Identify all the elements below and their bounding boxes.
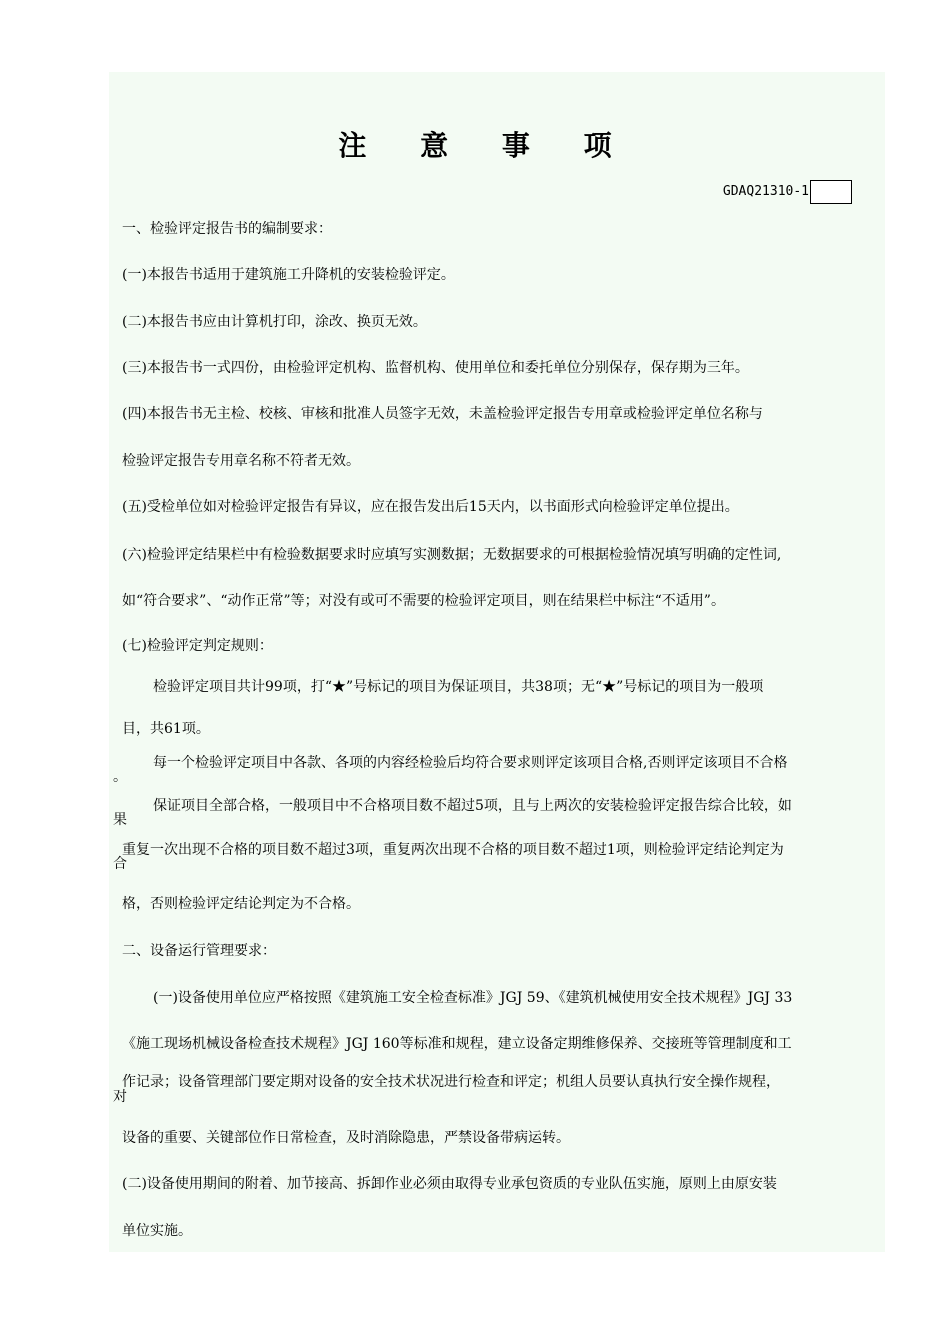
- item-1-4: (四)本报告书无主检、校核、审核和批准人员签字无效，未盖检验评定报告专用章或检验评定单位名称与: [122, 406, 763, 422]
- section-2-heading: 二、设备运行管理要求：: [122, 943, 276, 959]
- item-2-1: (一)设备使用单位应严格按照《建筑施工安全检查标准》JGJ 59、《建筑机械使用安全技术规程》JGJ 33: [153, 990, 793, 1006]
- item-2-2-cont: 单位实施。: [122, 1223, 192, 1239]
- doc-code-input-box[interactable]: [810, 180, 852, 204]
- rule-para-3: 保证项目全部合格，一般项目中不合格项目数不超过5项，且与上两次的安装检验评定报告综合比较，如: [153, 798, 792, 814]
- item-2-1-cont-2-overflow: 对: [113, 1089, 127, 1105]
- item-2-1-cont-1: 《施工现场机械设备检查技术规程》JGJ 160等标准和规程，建立设备定期维修保养、交接班等管理制度和工: [122, 1036, 792, 1052]
- item-1-6: (六)检验评定结果栏中有检验数据要求时应填写实测数据；无数据要求的可根据检验情况填写明确的定性词,: [122, 547, 782, 563]
- item-1-6-cont: 如“符合要求”、“动作正常”等；对没有或可不需要的检验评定项目，则在结果栏中标注“不适用”。: [122, 593, 725, 609]
- item-1-1: (一)本报告书适用于建筑施工升降机的安装检验评定。: [122, 267, 455, 283]
- rule-para-3-cont-overflow: 合: [113, 856, 127, 872]
- rule-para-1: 检验评定项目共计99项，打“★”号标记的项目为保证项目，共38项；无“★”号标记的项目为一般项: [153, 679, 764, 695]
- item-1-5: (五)受检单位如对检验评定报告有异议，应在报告发出后15天内，以书面形式向检验评定单位提出。: [122, 499, 739, 515]
- item-1-4-cont: 检验评定报告专用章名称不符者无效。: [122, 453, 360, 469]
- doc-code-label: GDAQ21310-1: [722, 184, 809, 199]
- item-1-3: (三)本报告书一式四份，由检验评定机构、监督机构、使用单位和委托单位分别保存，保存期为三年。: [122, 360, 749, 376]
- item-2-2: (二)设备使用期间的附着、加节接高、拆卸作业必须由取得专业承包资质的专业队伍实施，原则上由原安装: [122, 1176, 777, 1192]
- page-title: 注 意 事 项: [338, 129, 634, 162]
- rule-para-2: 每一个检验评定项目中各款、各项的内容经检验后均符合要求则评定该项目合格,否则评定该项目不合格: [153, 755, 788, 771]
- rule-para-2-overflow: 。: [113, 769, 127, 785]
- item-2-1-cont-3: 设备的重要、关键部位作日常检查，及时消除隐患，严禁设备带病运转。: [122, 1130, 570, 1146]
- section-1-heading: 一、检验评定报告书的编制要求：: [122, 221, 332, 237]
- rule-para-3-overflow: 果: [113, 812, 127, 828]
- item-1-7: (七)检验评定判定规则：: [122, 638, 273, 654]
- rule-para-1-cont: 目，共61项。: [122, 721, 210, 737]
- item-2-1-cont-2: 作记录；设备管理部门要定期对设备的安全技术状况进行检查和评定；机组人员要认真执行安全操作规程，: [122, 1074, 780, 1090]
- rule-para-3-cont: 重复一次出现不合格的项目数不超过3项，重复两次出现不合格的项目数不超过1项，则检验评定结论判定为: [122, 842, 784, 858]
- item-1-2: (二)本报告书应由计算机打印，涂改、换页无效。: [122, 314, 427, 330]
- rule-para-3-end: 格，否则检验评定结论判定为不合格。: [122, 896, 360, 912]
- doc-code-row: [723, 180, 852, 204]
